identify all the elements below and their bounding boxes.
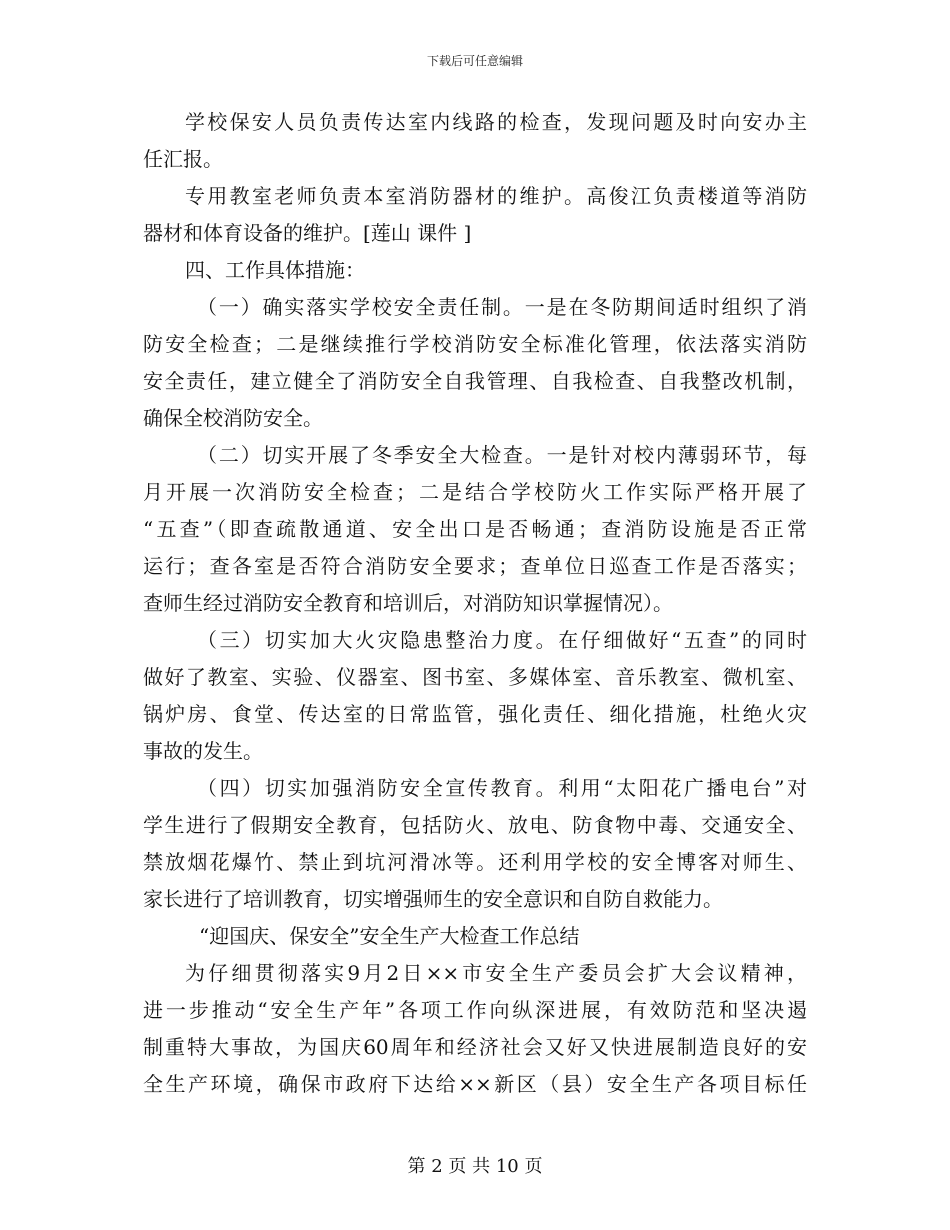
text-line: 禁放烟花爆竹、禁止到坑河滑冰等。还利用学校的安全博客对师生、 (143, 850, 807, 874)
text-line: 学校保安人员负责传达室内线路的检查，发现问题及时向安办主 (185, 110, 807, 134)
text-line: 确保全校消防安全。 (143, 406, 323, 430)
text-line: 进一步推动“安全生产年”各项工作向纵深进展，有效防范和坚决遏 (143, 998, 807, 1022)
text-line: 查师生经过消防安全教育和培训后，对消防知识掌握情况）。 (143, 591, 673, 615)
text-line: 全生产环境，确保市政府下达给××新区（县）安全生产各项目标任 (143, 1072, 807, 1096)
text-line: 学生进行了假期安全教育，包括防火、放电、防食物中毒、交通安全、 (143, 813, 807, 837)
text-line: 事故的发生。 (143, 739, 263, 763)
text-line: 锅炉房、食堂、传达室的日常监管，强化责任、细化措施，杜绝火灾 (143, 702, 807, 726)
text-line: 器材和体育设备的维护。[莲山 课件 ] (143, 221, 472, 245)
text-line: （二）切实开展了冬季安全大检查。一是针对校内薄弱环节，每 (197, 443, 807, 467)
text-line: 专用教室老师负责本室消防器材的维护。高俊江负责楼道等消防 (185, 184, 807, 208)
text-line: 家长进行了培训教育，切实增强师生的安全意识和自防自救能力。 (143, 887, 723, 911)
article-title: “迎国庆、保安全”安全生产大检查工作总结 (199, 924, 580, 948)
page-header-note: 下载后可任意编辑 (426, 54, 523, 68)
text-line: （三）切实加大火灾隐患整治力度。在仔细做好“五查”的同时 (197, 628, 807, 652)
text-line: 安全责任，建立健全了消防安全自我管理、自我检查、自我整改机制， (143, 369, 807, 393)
document-body (143, 104, 807, 1103)
text-line: 运行；查各室是否符合消防安全要求；查单位日巡查工作是否落实； (143, 554, 807, 578)
text-line: （四）切实加强消防安全宣传教育。利用“太阳花广播电台”对 (197, 776, 807, 800)
text-line: （一）确实落实学校安全责任制。一是在冬防期间适时组织了消 (197, 295, 807, 319)
section-heading: 四、工作具体措施： (185, 258, 365, 282)
text-line: 月开展一次消防安全检查；二是结合学校防火工作实际严格开展了 (143, 480, 807, 504)
page-number: 第 2 页 共 10 页 (407, 1156, 543, 1177)
text-line: 任汇报。 (143, 147, 223, 171)
text-line: 为仔细贯彻落实9月2日××市安全生产委员会扩大会议精神， (185, 961, 807, 985)
text-line: 防安全检查；二是继续推行学校消防安全标准化管理，依法落实消防 (143, 332, 807, 356)
text-line: “五查”（即查疏散通道、安全出口是否畅通；查消防设施是否正常 (143, 517, 807, 541)
text-line: 制重特大事故，为国庆60周年和经济社会又好又快进展制造良好的安 (143, 1035, 807, 1059)
text-line: 做好了教室、实验、仪器室、图书室、多媒体室、音乐教室、微机室、 (143, 665, 807, 689)
